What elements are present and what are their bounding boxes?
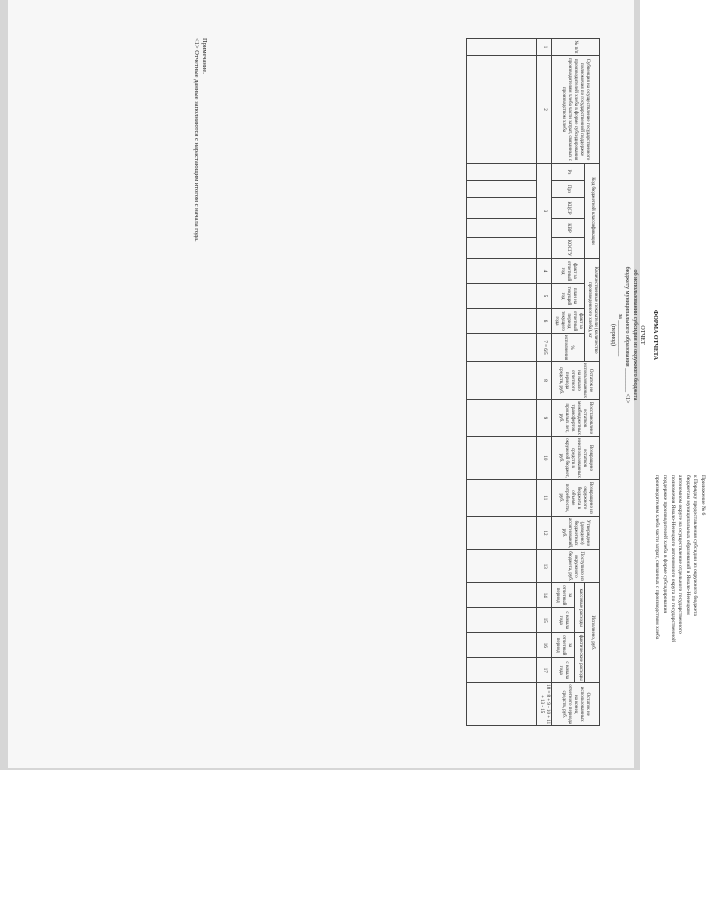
header-rest-end: Остаток не использованных на конец отчетного периода средств, руб. (552, 683, 600, 726)
document-sheet (8, 0, 706, 768)
note-text: <1> Отчетные данные заполняются с нарастающим итогом с начала года. (193, 38, 201, 242)
exec-cash: кассовые расходы (575, 583, 585, 633)
note-block (192, 38, 208, 242)
appendix-line: автономном округе на осуществление отдельного государственного (677, 475, 684, 634)
col-num: 18 = 8 + 9 - 10 + 11 + 13 - 15 (537, 683, 552, 726)
col-num: 12 (537, 516, 552, 549)
header-subsidy: Субвенция на осуществление государственного полномочия по государственной поддержке производителей хлеба в форме субсидирования производителям хлеба части затрат, связанных с производством хлеба (552, 56, 600, 164)
appendix-line: к Порядку предоставления субсидии из окружного бюджета (692, 475, 699, 616)
kbk-kcsr: КЦСР (552, 198, 585, 219)
col-num: 3 (537, 164, 552, 259)
page-content (158, 20, 728, 760)
period-label: (период) (610, 324, 617, 346)
report-title: ОТЧЕТ (638, 325, 645, 345)
kbk-rz: Рз (552, 164, 585, 181)
header-num: № п/п (552, 39, 600, 56)
report-table (466, 38, 600, 726)
report-line-2: бюджету муниципального образования ________ <1> (624, 266, 631, 404)
fact-year: с начала года (552, 658, 575, 683)
appendix-block (653, 475, 706, 745)
qty-fact-year: факт за отчетный год (552, 259, 585, 284)
header-restored: Восстановлено остатков межбюджетных трансфертов прошлых лет, руб. (552, 400, 600, 437)
col-num: 4 (537, 259, 552, 284)
form-title: ФОРМА ОТЧЕТА (652, 309, 658, 361)
report-line-1: об использовании субсидии из окружного бюджета (631, 269, 638, 401)
appendix-title: Приложение № 6 (700, 475, 706, 516)
col-num: 5 (537, 284, 552, 309)
col-num: 14 (537, 583, 552, 608)
col-num: 7 = 6/5 (537, 334, 552, 362)
col-num: 11 (537, 479, 552, 516)
cash-year: с начала года (552, 608, 575, 633)
col-num: 16 (537, 633, 552, 658)
col-num: 13 (537, 550, 552, 583)
qty-fact-period: факт за отчетный период текущего года (552, 309, 585, 334)
fact-period: за отчетный период (552, 633, 575, 658)
appendix-line: производителям хлеба части затрат, связанных с производством хлеба (654, 475, 661, 640)
col-num: 1 (537, 39, 552, 56)
report-period: за ____________ (617, 313, 624, 357)
kbk-kosgu: КОСГУ (552, 238, 585, 259)
header-rest-start: Остаток не использованных на начало отчетного периода средств, руб. (552, 362, 600, 400)
col-num: 10 (537, 437, 552, 480)
col-num: 17 (537, 658, 552, 683)
rotated-page (158, 20, 728, 760)
header-exec: Исполнено, руб. (585, 583, 600, 683)
header-qty: Количественные показатели (количество произведенного хлеба), кг (585, 259, 600, 362)
form-header (609, 225, 658, 445)
qty-plan: план на текущий год (552, 284, 585, 309)
qty-percent: % исполнения (552, 334, 585, 362)
col-num: 15 (537, 608, 552, 633)
header-approved: Утверждено (доведено) бюджетных ассигнований, руб. (552, 516, 600, 549)
cash-period: за отчетный период (552, 583, 575, 608)
kbk-prz: Прз (552, 181, 585, 198)
note-title: Примечание. (201, 38, 208, 74)
col-num: 2 (537, 56, 552, 164)
header-return-need: Возвращено из окружного бюджета в объеме потребности, руб. (552, 479, 600, 516)
header-received: Поступило из окружного бюджета, руб. (552, 550, 600, 583)
header-kbk: Код бюджетной классификации (585, 164, 600, 259)
exec-fact: фактические расходы (575, 633, 585, 683)
appendix-line: бюджетам муниципальных образований в Ямало-Ненецком (684, 475, 691, 615)
kbk-kvr: КВР (552, 219, 585, 238)
appendix-line: поддержке производителей хлеба в форме субсидирования (662, 475, 669, 613)
col-num: 8 (537, 362, 552, 400)
col-num: 6 (537, 309, 552, 334)
appendix-line: полномочия Ямало-Ненецкого автономного округа по государственной (669, 475, 676, 642)
header-returned: Возвращено остатков неиспользованных средств в окружной бюджет, руб. (552, 437, 600, 480)
col-num: 9 (537, 400, 552, 437)
